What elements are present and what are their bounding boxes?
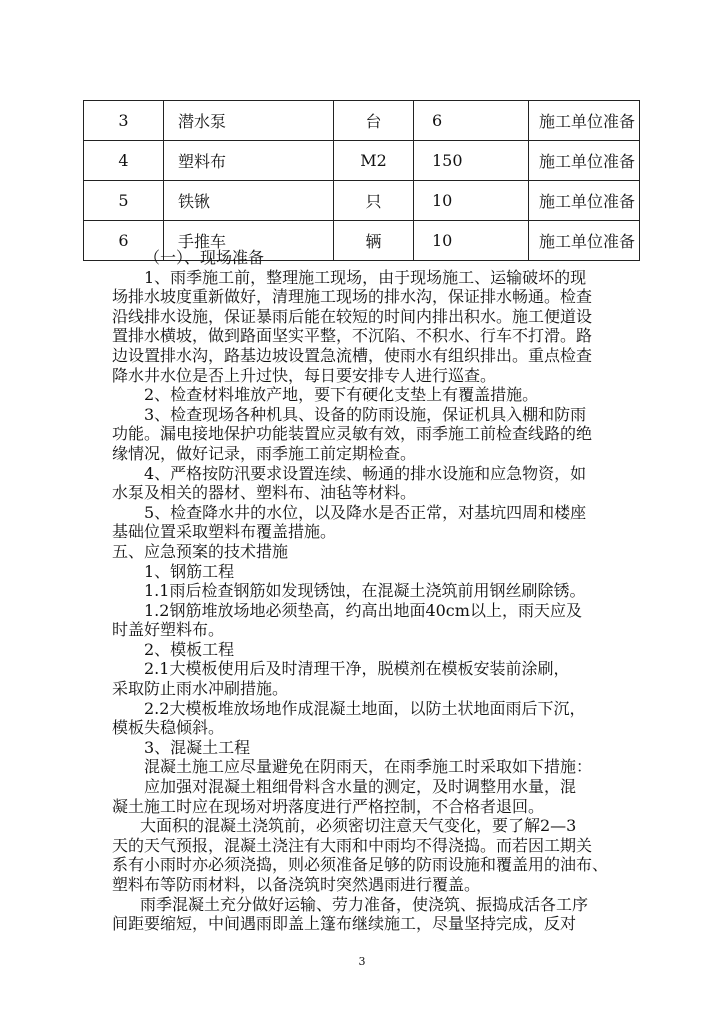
text-line: 天的天气预报，混凝土浇注有大雨和中雨均不得浇捣。而若因工期关: [112, 835, 593, 855]
table-row: [84, 141, 640, 181]
text-line: 混凝土施工应尽量避免在阴雨天，在雨季施工时采取如下措施：: [144, 757, 593, 777]
cell-remark: 施工单位准备: [529, 141, 640, 181]
text-line: 沿线排水设施，保证暴雨后能在较短的时间内排出积水。施工便道设: [112, 306, 593, 326]
text-line: 功能。漏电接地保护功能装置应灵敏有效，雨季施工前检查线路的绝: [112, 424, 593, 444]
text-line: 5、检查降水井的水位，以及降水是否正常，对基坑四周和楼座: [144, 502, 587, 522]
cell-item-name: 手推车: [164, 221, 334, 261]
cell-remark: 施工单位准备: [529, 181, 640, 221]
text-line: 场排水坡度重新做好，清理施工现场的排水沟，保证排水畅通。检查: [112, 287, 593, 307]
text-line: 大面积的混凝土浇筑前，必须密切注意天气变化，要了解2—3: [140, 816, 577, 836]
text-line: 2、模板工程: [144, 639, 235, 659]
text-line: 3、检查现场各种机具、设备的防雨设施，保证机具入棚和防雨: [144, 404, 587, 424]
text-line: 基础位置采取塑料布覆盖措施。: [112, 522, 337, 542]
text-line: 时盖好塑料布。: [112, 620, 225, 640]
table-row: [84, 101, 640, 141]
cell-quantity: 6: [414, 101, 529, 141]
table-row: [84, 181, 640, 221]
text-line: 2.2大模板堆放场地作成混凝土地面，以防土状地面雨后下沉，: [144, 698, 586, 718]
page-number: 3: [358, 955, 366, 968]
text-line: 2.1大模板使用后及时清理干净，脱模剂在模板安装前涂刷，: [144, 659, 570, 679]
cell-unit: 台: [334, 101, 414, 141]
text-line: 采取防止雨水冲刷措施。: [112, 679, 289, 699]
cell-number: 3: [84, 101, 164, 141]
cell-unit: 只: [334, 181, 414, 221]
cell-quantity: 150: [414, 141, 529, 181]
text-line: （一）、现场准备: [144, 248, 265, 267]
cell-quantity: 10: [414, 181, 529, 221]
text-line: 1、雨季施工前，整理施工现场，由于现场施工、运输破坏的现: [144, 267, 587, 287]
body-text: [112, 248, 640, 934]
cell-number: 5: [84, 181, 164, 221]
text-line: 3、混凝土工程: [144, 737, 251, 757]
cell-number: 4: [84, 141, 164, 181]
equipment-table: [83, 100, 640, 261]
text-line: 置排水横坡，做到路面坚实平整，不沉陷、不积水、行车不打滑。路: [112, 326, 593, 346]
text-line: 五、应急预案的技术措施: [112, 541, 289, 561]
text-line: 间距要缩短，中间遇雨即盖上篷布继续施工，尽量坚持完成，反对: [112, 914, 577, 934]
cell-item-name: 塑料布: [164, 141, 334, 181]
text-line: 1.2钢筋堆放场地必须垫高，约高出地面40cm以上，雨天应及: [144, 600, 582, 620]
cell-number: 6: [84, 221, 164, 261]
cell-unit: M2: [334, 141, 414, 181]
text-line: 系有小雨时亦必须浇捣，则必须准备足够的防雨设施和覆盖用的油布、: [112, 855, 609, 875]
text-line: 凝土施工时应在现场对坍落度进行严格控制，不合格者退回。: [112, 796, 545, 816]
text-line: 应加强对混凝土粗细骨料含水量的测定，及时调整用水量，混: [144, 777, 577, 797]
cell-remark: 施工单位准备: [529, 221, 640, 261]
cell-remark: 施工单位准备: [529, 101, 640, 141]
cell-unit: 辆: [334, 221, 414, 261]
text-line: 模板失稳倾斜。: [112, 718, 225, 738]
text-line: 雨季混凝土充分做好运输、劳力准备，使浇筑、振捣成活各工序: [140, 894, 589, 914]
text-line: 水泵及相关的器材、塑料布、油毡等材料。: [112, 483, 417, 503]
text-line: 缘情况，做好记录，雨季施工前定期检查。: [112, 443, 417, 463]
text-line: 塑料布等防雨材料，以备浇筑时突然遇雨进行覆盖。: [112, 875, 481, 894]
text-line: 1、钢筋工程: [144, 561, 235, 581]
text-line: 1.1雨后检查钢筋如发现锈蚀，在混凝土浇筑前用钢丝刷除锈。: [144, 581, 586, 601]
text-line: 边设置排水沟，路基边坡设置急流槽，使雨水有组织排出。重点检查: [112, 345, 593, 365]
cell-item-name: 铁锹: [164, 181, 334, 221]
cell-item-name: 潜水泵: [164, 101, 334, 141]
cell-quantity: 10: [414, 221, 529, 261]
text-line: 2、检查材料堆放产地，要下有硬化支垫上有覆盖措施。: [144, 385, 539, 405]
text-line: 降水井水位是否上升过快，每日要安排专人进行巡查。: [112, 365, 497, 385]
text-line: 4、严格按防汛要求设置连续、畅通的排水设施和应急物资，如: [144, 463, 587, 483]
